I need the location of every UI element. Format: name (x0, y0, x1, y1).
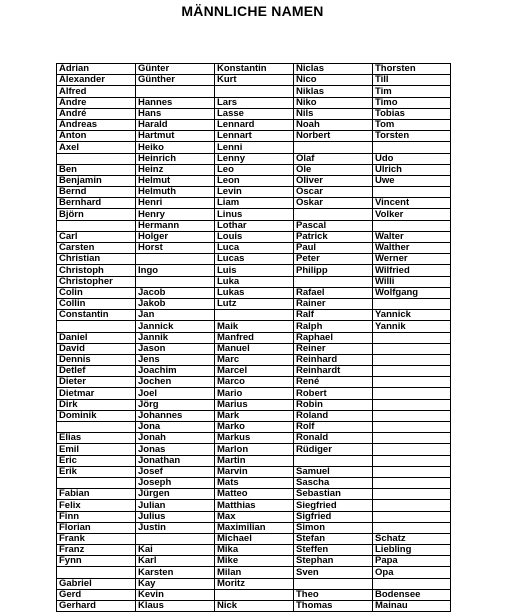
name-cell (136, 276, 215, 287)
name-cell: Helmuth (136, 187, 215, 198)
name-cell: Ralf (294, 310, 373, 321)
name-cell (373, 298, 451, 309)
name-cell: Till (373, 75, 451, 86)
name-cell: Rüdiger (294, 444, 373, 455)
table-row (57, 119, 451, 130)
name-cell: Udo (373, 153, 451, 164)
name-cell: Thomas (294, 601, 373, 612)
name-cell: Raphael (294, 332, 373, 343)
name-cell: Stefan (294, 533, 373, 544)
name-cell: Lukas (215, 287, 294, 298)
name-cell: Mainau (373, 601, 451, 612)
name-cell: Alfred (57, 86, 136, 97)
name-cell (373, 466, 451, 477)
name-cell (57, 422, 136, 433)
name-cell (373, 444, 451, 455)
name-cell: Stephan (294, 556, 373, 567)
name-cell: Patrick (294, 231, 373, 242)
name-cell (57, 153, 136, 164)
name-cell: Carl (57, 231, 136, 242)
table-row (57, 455, 451, 466)
table-row (57, 343, 451, 354)
table-row (57, 422, 451, 433)
name-cell: Hans (136, 108, 215, 119)
table-row (57, 64, 451, 75)
table-row (57, 75, 451, 86)
name-cell: Jakob (136, 298, 215, 309)
table-row (57, 187, 451, 198)
name-cell (373, 388, 451, 399)
name-cell: Florian (57, 522, 136, 533)
table-row (57, 265, 451, 276)
name-cell (373, 522, 451, 533)
table-row (57, 153, 451, 164)
name-cell: Tom (373, 119, 451, 130)
name-cell: Johannes (136, 410, 215, 421)
name-cell (373, 366, 451, 377)
name-cell: Nick (215, 601, 294, 612)
name-cell: Luca (215, 243, 294, 254)
name-cell: Rolf (294, 422, 373, 433)
name-cell: Lenny (215, 153, 294, 164)
name-cell: Linus (215, 209, 294, 220)
name-cell: Siegfried (294, 500, 373, 511)
name-cell: Henry (136, 209, 215, 220)
name-cell: Moritz (215, 578, 294, 589)
name-cell: Marco (215, 377, 294, 388)
name-cell (57, 220, 136, 231)
name-cell: Andre (57, 97, 136, 108)
name-cell (57, 321, 136, 332)
name-cell: Dietmar (57, 388, 136, 399)
name-cell: Andreas (57, 119, 136, 130)
name-cell: Lennart (215, 131, 294, 142)
name-cell: Julius (136, 511, 215, 522)
name-cell: Hannes (136, 97, 215, 108)
table-row (57, 209, 451, 220)
name-cell: Sebastian (294, 489, 373, 500)
name-cell: Sascha (294, 477, 373, 488)
name-cell: Tim (373, 86, 451, 97)
table-row (57, 556, 451, 567)
name-cell: Theo (294, 589, 373, 600)
name-cell: Walter (373, 231, 451, 242)
name-cell: Roland (294, 410, 373, 421)
name-cell: Kurt (215, 75, 294, 86)
name-cell: Maximilian (215, 522, 294, 533)
table-row (57, 366, 451, 377)
name-cell (373, 422, 451, 433)
name-cell: Björn (57, 209, 136, 220)
name-cell: Oskar (294, 198, 373, 209)
name-cell: Martin (215, 455, 294, 466)
name-cell: Mario (215, 388, 294, 399)
name-cell: René (294, 377, 373, 388)
name-cell: Nils (294, 108, 373, 119)
name-cell: Adrian (57, 64, 136, 75)
name-cell (373, 343, 451, 354)
name-cell: Franz (57, 545, 136, 556)
name-cell (373, 455, 451, 466)
name-cell: Dirk (57, 399, 136, 410)
table-row (57, 601, 451, 612)
name-cell: Pascal (294, 220, 373, 231)
name-cell: Heinz (136, 164, 215, 175)
name-cell: Leon (215, 175, 294, 186)
name-cell: Sigfried (294, 511, 373, 522)
name-cell: Jonas (136, 444, 215, 455)
name-cell (373, 332, 451, 343)
name-cell: Gerhard (57, 601, 136, 612)
table-row (57, 433, 451, 444)
table-row (57, 131, 451, 142)
name-cell: Lars (215, 97, 294, 108)
name-cell: Konstantin (215, 64, 294, 75)
name-cell: Yannik (373, 321, 451, 332)
name-cell: Anton (57, 131, 136, 142)
name-cell: Walther (373, 243, 451, 254)
name-cell (136, 86, 215, 97)
name-cell (373, 500, 451, 511)
name-cell (136, 254, 215, 265)
name-cell (373, 399, 451, 410)
name-cell (373, 578, 451, 589)
name-cell: Dieter (57, 377, 136, 388)
name-cell: Oscar (294, 187, 373, 198)
name-cell: Lutz (215, 298, 294, 309)
name-cell: Mark (215, 410, 294, 421)
name-cell: Daniel (57, 332, 136, 343)
names-table (56, 63, 451, 612)
name-cell: Lothar (215, 220, 294, 231)
name-cell: Joseph (136, 477, 215, 488)
name-cell: Colin (57, 287, 136, 298)
name-cell: Samuel (294, 466, 373, 477)
name-cell (215, 589, 294, 600)
name-cell: Jörg (136, 399, 215, 410)
name-cell: Frank (57, 533, 136, 544)
table-row (57, 377, 451, 388)
name-cell: Christopher (57, 276, 136, 287)
name-cell: Michael (215, 533, 294, 544)
name-cell: Harald (136, 119, 215, 130)
name-cell: Karsten (136, 567, 215, 578)
name-cell: Werner (373, 254, 451, 265)
name-cell (294, 142, 373, 153)
name-cell: Josef (136, 466, 215, 477)
name-cell: Jason (136, 343, 215, 354)
name-cell: Mike (215, 556, 294, 567)
table-row (57, 477, 451, 488)
name-cell (294, 578, 373, 589)
name-cell: Norbert (294, 131, 373, 142)
name-cell: Elias (57, 433, 136, 444)
name-cell: Jens (136, 354, 215, 365)
name-cell: Christoph (57, 265, 136, 276)
table-row (57, 500, 451, 511)
table-row (57, 567, 451, 578)
table-row (57, 589, 451, 600)
name-cell: Niclas (294, 64, 373, 75)
name-cell: Marko (215, 422, 294, 433)
name-cell: Felix (57, 500, 136, 511)
name-cell: Maik (215, 321, 294, 332)
table-row (57, 231, 451, 242)
name-cell: Ralph (294, 321, 373, 332)
table-row (57, 410, 451, 421)
table-row (57, 164, 451, 175)
name-cell: Detlef (57, 366, 136, 377)
name-cell: Ole (294, 164, 373, 175)
name-cell (373, 377, 451, 388)
table-row (57, 332, 451, 343)
name-cell (57, 567, 136, 578)
name-cell: Yannick (373, 310, 451, 321)
name-cell: Matteo (215, 489, 294, 500)
name-cell: David (57, 343, 136, 354)
name-cell (294, 209, 373, 220)
name-cell: Kai (136, 545, 215, 556)
name-cell (373, 477, 451, 488)
name-cell: Marvin (215, 466, 294, 477)
name-cell: Nico (294, 75, 373, 86)
page-title: MÄNNLICHE NAMEN (181, 3, 324, 19)
name-cell: Günther (136, 75, 215, 86)
name-cell: Jacob (136, 287, 215, 298)
name-cell (373, 220, 451, 231)
name-cell: Liam (215, 198, 294, 209)
name-cell: Jonah (136, 433, 215, 444)
table-row (57, 220, 451, 231)
table-row (57, 399, 451, 410)
name-cell: Marius (215, 399, 294, 410)
name-cell: Hermann (136, 220, 215, 231)
name-cell: Liebling (373, 545, 451, 556)
name-cell: Heiko (136, 142, 215, 153)
name-cell: Ulrich (373, 164, 451, 175)
name-cell: Benjamin (57, 175, 136, 186)
name-cell: Robert (294, 388, 373, 399)
name-cell: Papa (373, 556, 451, 567)
name-cell: Manuel (215, 343, 294, 354)
name-cell: Axel (57, 142, 136, 153)
name-cell: Reiner (294, 343, 373, 354)
table-row (57, 298, 451, 309)
name-cell: Marcel (215, 366, 294, 377)
name-cell: Jürgen (136, 489, 215, 500)
name-cell: Horst (136, 243, 215, 254)
name-cell: Fynn (57, 556, 136, 567)
table-row (57, 254, 451, 265)
name-cell: Kay (136, 578, 215, 589)
name-cell: Joachim (136, 366, 215, 377)
name-cell: Jona (136, 422, 215, 433)
name-cell: Louis (215, 231, 294, 242)
name-cell: Emil (57, 444, 136, 455)
name-cell: Holger (136, 231, 215, 242)
name-cell: Peter (294, 254, 373, 265)
table-row (57, 533, 451, 544)
table-row (57, 97, 451, 108)
name-cell: Wilfried (373, 265, 451, 276)
name-cell: Willi (373, 276, 451, 287)
table-row (57, 354, 451, 365)
name-cell: Noah (294, 119, 373, 130)
name-cell: Fabian (57, 489, 136, 500)
name-cell: Max (215, 511, 294, 522)
name-cell: Finn (57, 511, 136, 522)
name-cell: Thorsten (373, 64, 451, 75)
name-cell: Lenni (215, 142, 294, 153)
name-cell: Kevin (136, 589, 215, 600)
name-cell (215, 310, 294, 321)
names-table-body (57, 64, 451, 612)
name-cell: Reinhardt (294, 366, 373, 377)
name-cell: Reinhard (294, 354, 373, 365)
name-cell: Torsten (373, 131, 451, 142)
name-cell: Robin (294, 399, 373, 410)
name-cell (294, 455, 373, 466)
name-cell: Dominik (57, 410, 136, 421)
name-cell: Mats (215, 477, 294, 488)
table-row (57, 243, 451, 254)
name-cell: André (57, 108, 136, 119)
name-cell (215, 86, 294, 97)
name-cell: Erik (57, 466, 136, 477)
name-cell: Bernd (57, 187, 136, 198)
table-row (57, 310, 451, 321)
name-cell: Mika (215, 545, 294, 556)
table-row (57, 388, 451, 399)
name-cell (57, 477, 136, 488)
name-cell: Dennis (57, 354, 136, 365)
name-cell: Luis (215, 265, 294, 276)
name-cell: Tobias (373, 108, 451, 119)
name-cell: Lucas (215, 254, 294, 265)
table-row (57, 198, 451, 209)
name-cell: Olaf (294, 153, 373, 164)
name-cell: Uwe (373, 175, 451, 186)
name-cell: Markus (215, 433, 294, 444)
table-row (57, 511, 451, 522)
name-cell: Heinrich (136, 153, 215, 164)
table-row (57, 287, 451, 298)
name-cell: Niklas (294, 86, 373, 97)
name-cell: Justin (136, 522, 215, 533)
name-cell: Lennard (215, 119, 294, 130)
name-cell: Oliver (294, 175, 373, 186)
name-cell (136, 533, 215, 544)
table-row (57, 489, 451, 500)
name-cell: Ben (57, 164, 136, 175)
name-cell (373, 354, 451, 365)
table-row (57, 466, 451, 477)
name-cell: Marlon (215, 444, 294, 455)
name-cell: Schatz (373, 533, 451, 544)
name-cell: Paul (294, 243, 373, 254)
name-cell (294, 276, 373, 287)
name-cell: Alexander (57, 75, 136, 86)
table-row (57, 444, 451, 455)
table-row (57, 522, 451, 533)
name-cell: Jan (136, 310, 215, 321)
name-cell: Vincent (373, 198, 451, 209)
name-cell: Leo (215, 164, 294, 175)
name-cell: Hartmut (136, 131, 215, 142)
name-cell: Philipp (294, 265, 373, 276)
table-row (57, 578, 451, 589)
name-cell: Ronald (294, 433, 373, 444)
name-cell: Joel (136, 388, 215, 399)
table-row (57, 108, 451, 119)
name-cell: Günter (136, 64, 215, 75)
name-cell: Gerd (57, 589, 136, 600)
name-cell (373, 489, 451, 500)
table-row (57, 545, 451, 556)
table-row (57, 175, 451, 186)
name-cell (373, 187, 451, 198)
name-cell: Carsten (57, 243, 136, 254)
name-cell: Rainer (294, 298, 373, 309)
name-cell: Julian (136, 500, 215, 511)
table-row (57, 86, 451, 97)
name-cell: Steffen (294, 545, 373, 556)
name-cell: Jannick (136, 321, 215, 332)
name-cell (373, 410, 451, 421)
name-cell: Collin (57, 298, 136, 309)
name-cell: Wolfgang (373, 287, 451, 298)
name-cell (373, 433, 451, 444)
name-cell: Ingo (136, 265, 215, 276)
name-cell: Christian (57, 254, 136, 265)
name-cell: Manfred (215, 332, 294, 343)
name-cell: Jochen (136, 377, 215, 388)
name-cell: Matthias (215, 500, 294, 511)
name-cell: Levin (215, 187, 294, 198)
name-cell: Marc (215, 354, 294, 365)
table-row (57, 142, 451, 153)
name-cell: Eric (57, 455, 136, 466)
name-cell: Opa (373, 567, 451, 578)
name-cell (373, 142, 451, 153)
name-cell: Sven (294, 567, 373, 578)
name-cell: Bernhard (57, 198, 136, 209)
name-cell: Klaus (136, 601, 215, 612)
name-cell: Volker (373, 209, 451, 220)
name-cell: Milan (215, 567, 294, 578)
name-cell: Niko (294, 97, 373, 108)
name-cell: Bodensee (373, 589, 451, 600)
name-cell: Jannik (136, 332, 215, 343)
name-cell: Luka (215, 276, 294, 287)
name-cell: Karl (136, 556, 215, 567)
name-cell (373, 511, 451, 522)
table-row (57, 321, 451, 332)
name-cell: Jonathan (136, 455, 215, 466)
table-row (57, 276, 451, 287)
name-cell: Henri (136, 198, 215, 209)
name-cell: Lasse (215, 108, 294, 119)
name-cell: Helmut (136, 175, 215, 186)
name-cell: Rafael (294, 287, 373, 298)
name-cell: Constantin (57, 310, 136, 321)
name-cell: Simon (294, 522, 373, 533)
name-cell: Gabriel (57, 578, 136, 589)
name-cell: Timo (373, 97, 451, 108)
